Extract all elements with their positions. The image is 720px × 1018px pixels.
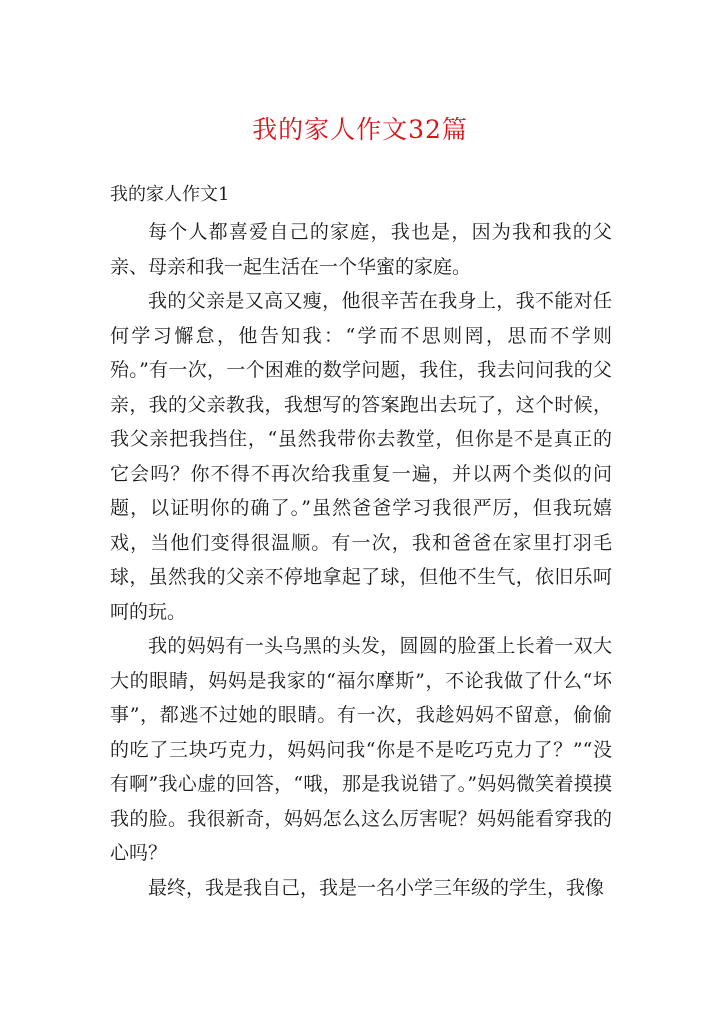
paragraph: 我的父亲是又高又瘦，他很辛苦在我身上，我不能对任何学习懈怠，他告知我：“学而不思则罔，思而不学则殆。”有一次，一个困难的数学问题，我住，我去问问我的父亲，我的父亲教我，我想写的答案跑出去玩了，这个时候，我父亲把我挡住，“虽然我带你去教堂，但你是不是真正的它会吗？你不得不再次给我重复一遍，并以两个类似的问题，以证明你的确了。”虽然爸爸学习我很严厉，但我玩嬉戏，当他们变得很温顺。有一次，我和爸爸在家里打羽毛球，虽然我的父亲不停地拿起了球，但他不生气，依旧乐呵呵的玩。 — [110, 290, 612, 623]
document-title: 我的家人作文32篇 — [252, 115, 468, 144]
body-text — [110, 215, 612, 905]
paragraph: 最终，我是我自己，我是一名小学三年级的学生，我像 — [148, 876, 605, 899]
paragraph: 每个人都喜爱自己的家庭，我也是，因为我和我的父亲、母亲和我一起生活在一个华蜜的家庭。 — [110, 221, 612, 278]
section-heading: 我的家人作文1 — [110, 184, 230, 205]
paragraph: 我的妈妈有一头乌黑的头发，圆圆的脸蛋上长着一双大大的眼睛，妈妈是我家的“福尔摩斯”，不论我做了什么“坏事”，都逃不过她的眼睛。有一次，我趁妈妈不留意，偷偷的吃了三块巧克力，妈妈问我“你是不是吃巧克力了？”“没有啊”我心虚的回答，“哦，那是我说错了。”妈妈微笑着摸摸我的脸。我很新奇，妈妈怎么这么厉害呢？妈妈能看穿我的心吗？ — [110, 635, 612, 864]
